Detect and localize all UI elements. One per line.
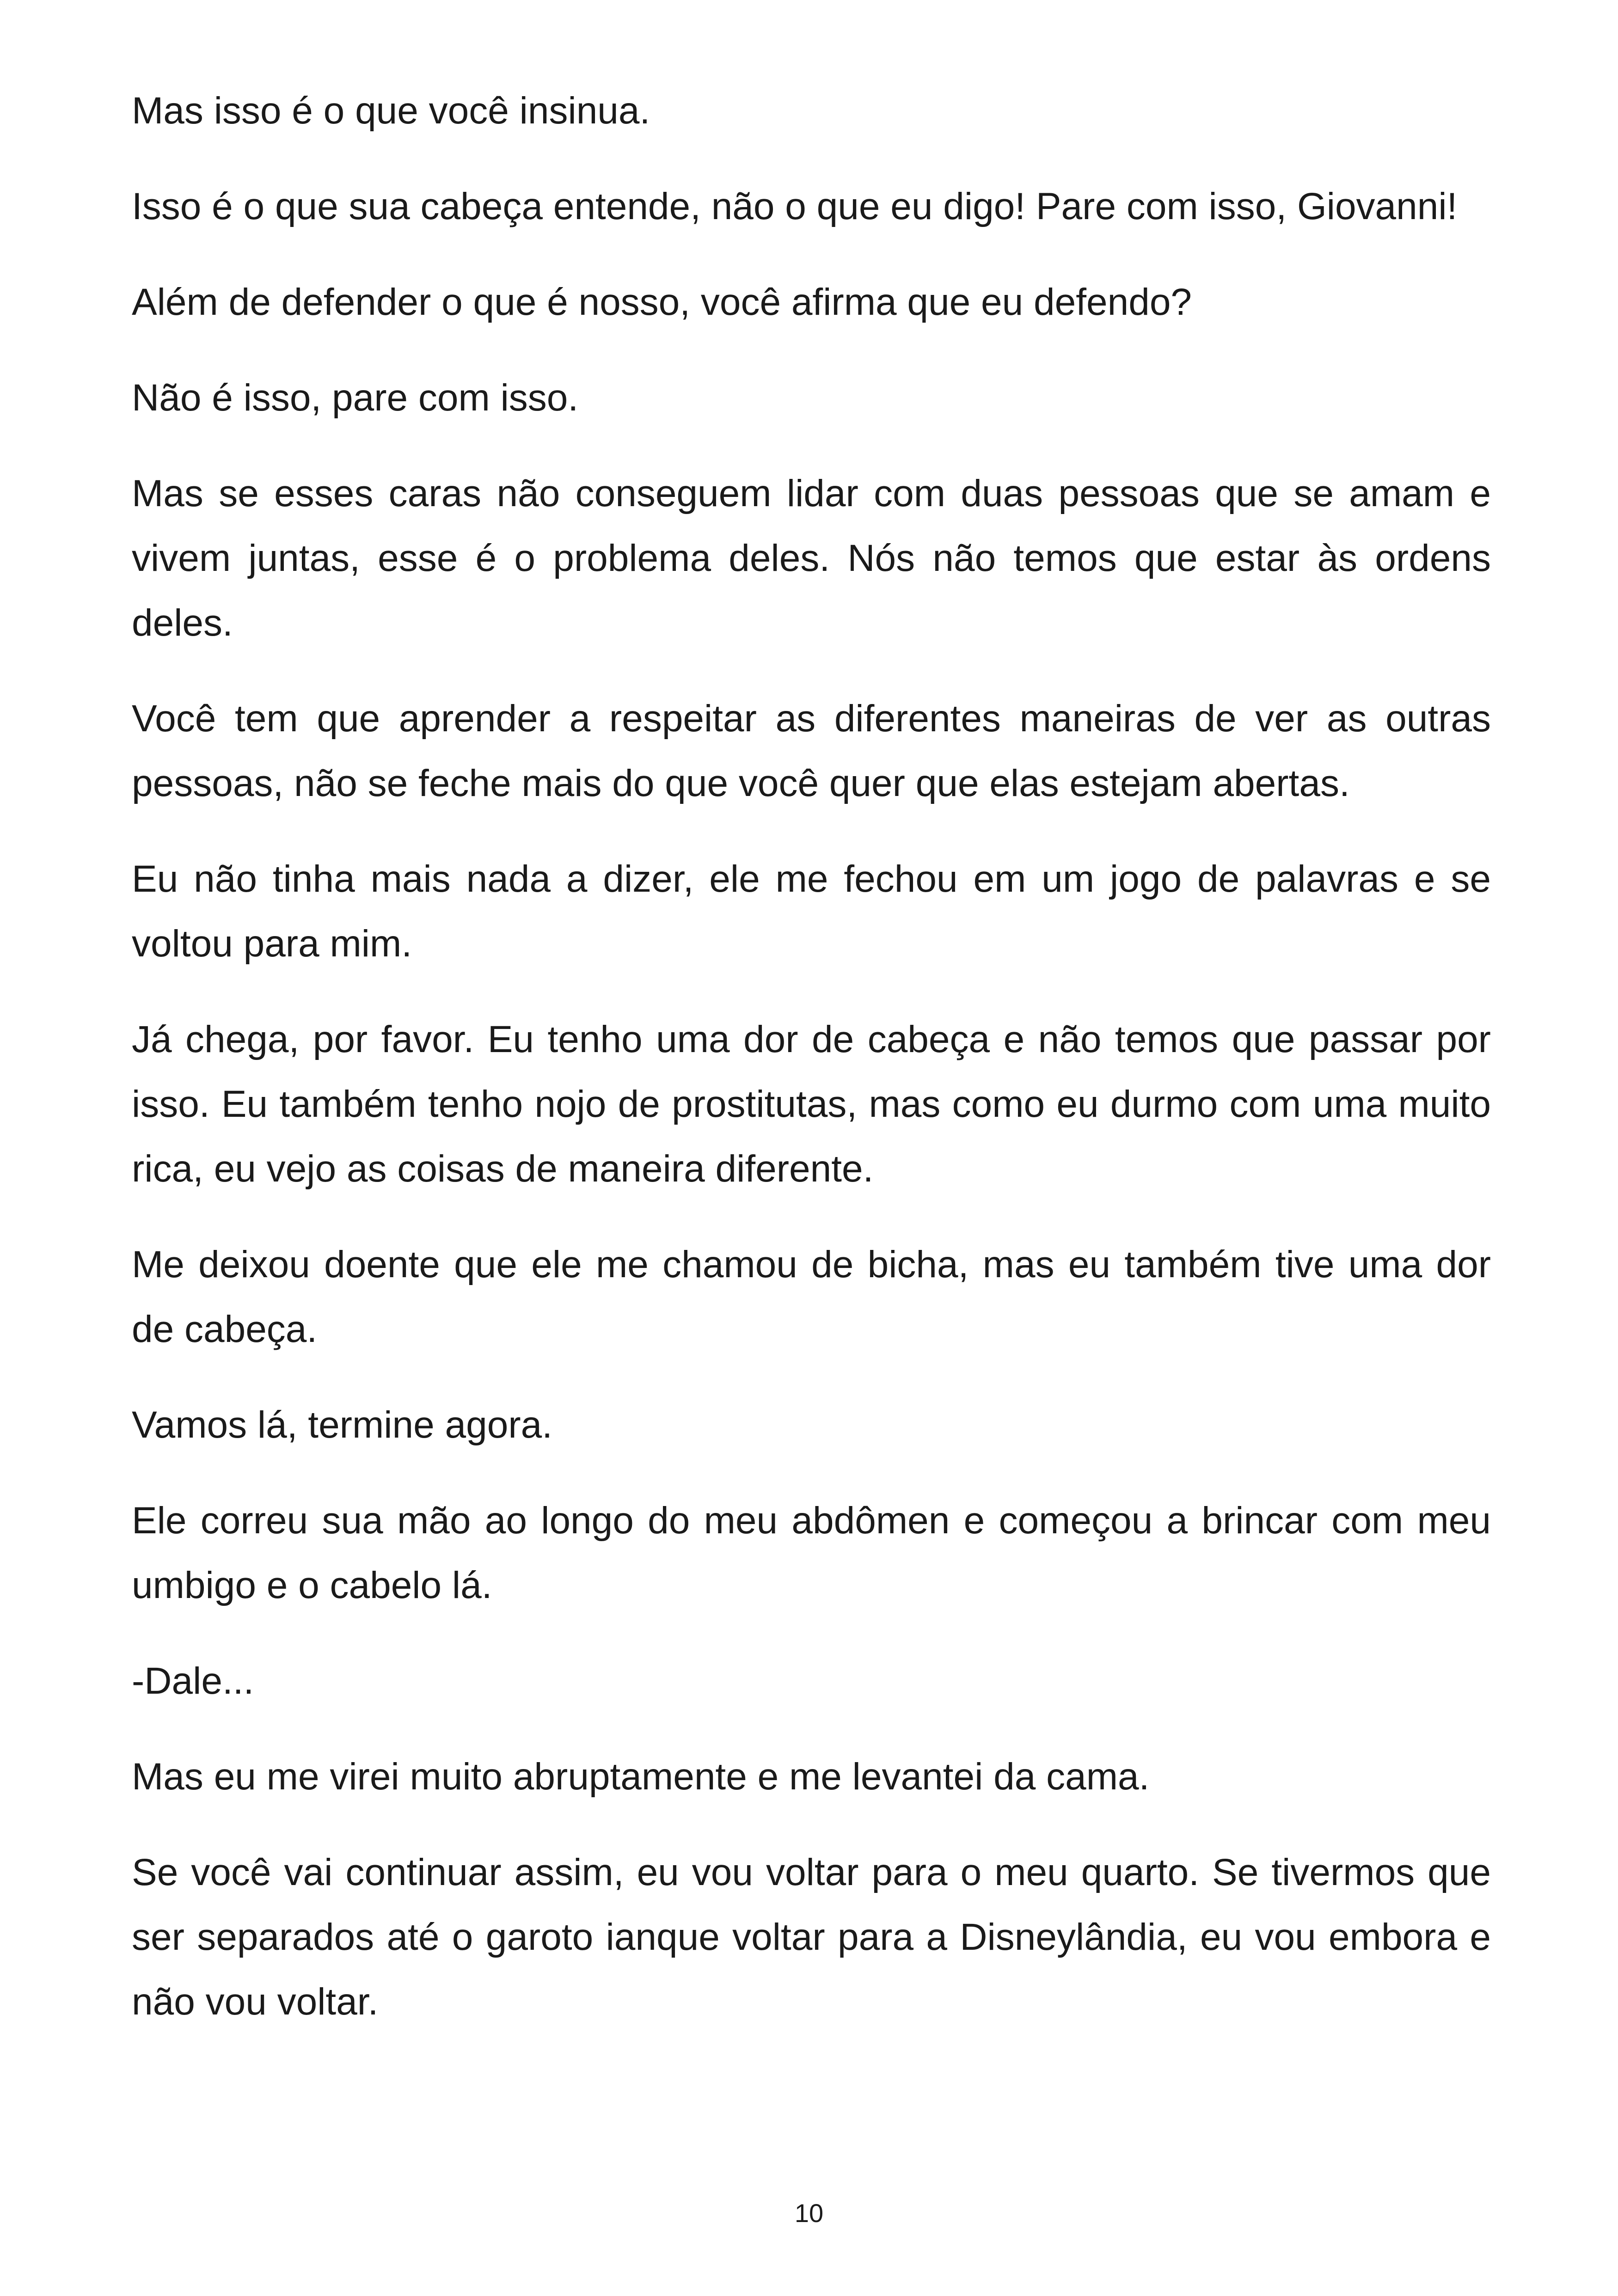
paragraph: Já chega, por favor. Eu tenho uma dor de cabeça e não temos que passar por isso. Eu também tenho nojo de prostitutas, mas como eu durmo com uma muito rica, eu vejo as coisas de maneira diferente. bbox=[132, 1018, 1491, 1190]
paragraph: Isso é o que sua cabeça entende, não o que eu digo! Pare com isso, Giovanni! bbox=[132, 185, 1458, 227]
paragraph: Ele correu sua mão ao longo do meu abdômen e começou a brincar com meu umbigo e o cabelo lá. bbox=[132, 1500, 1491, 1606]
body-text bbox=[132, 79, 1491, 2065]
paragraph: Se você vai continuar assim, eu vou voltar para o meu quarto. Se tivermos que ser separados até o garoto ianque voltar para a Disneylândia, eu vou embora e não vou voltar. bbox=[132, 1851, 1491, 2023]
paragraph: Vamos lá, termine agora. bbox=[132, 1404, 553, 1446]
paragraph: -Dale... bbox=[132, 1660, 254, 1702]
paragraph: Eu não tinha mais nada a dizer, ele me fechou em um jogo de palavras e se voltou para mim. bbox=[132, 858, 1491, 965]
paragraph: Mas eu me virei muito abruptamente e me levantei da cama. bbox=[132, 1756, 1150, 1798]
paragraph: Me deixou doente que ele me chamou de bicha, mas eu também tive uma dor de cabeça. bbox=[132, 1243, 1491, 1350]
paragraph: Além de defender o que é nosso, você afirma que eu defendo? bbox=[132, 281, 1192, 323]
paragraph: Não é isso, pare com isso. bbox=[132, 377, 579, 419]
paragraph: Você tem que aprender a respeitar as diferentes maneiras de ver as outras pessoas, não se feche mais do que você quer que elas estejam abertas. bbox=[132, 698, 1491, 804]
paragraph: Mas se esses caras não conseguem lidar com duas pessoas que se amam e vivem juntas, esse é o problema deles. Nós não temos que estar às ordens deles. bbox=[132, 472, 1491, 644]
page-number: 10 bbox=[794, 2198, 824, 2228]
paragraph: Mas isso é o que você insinua. bbox=[132, 90, 650, 132]
